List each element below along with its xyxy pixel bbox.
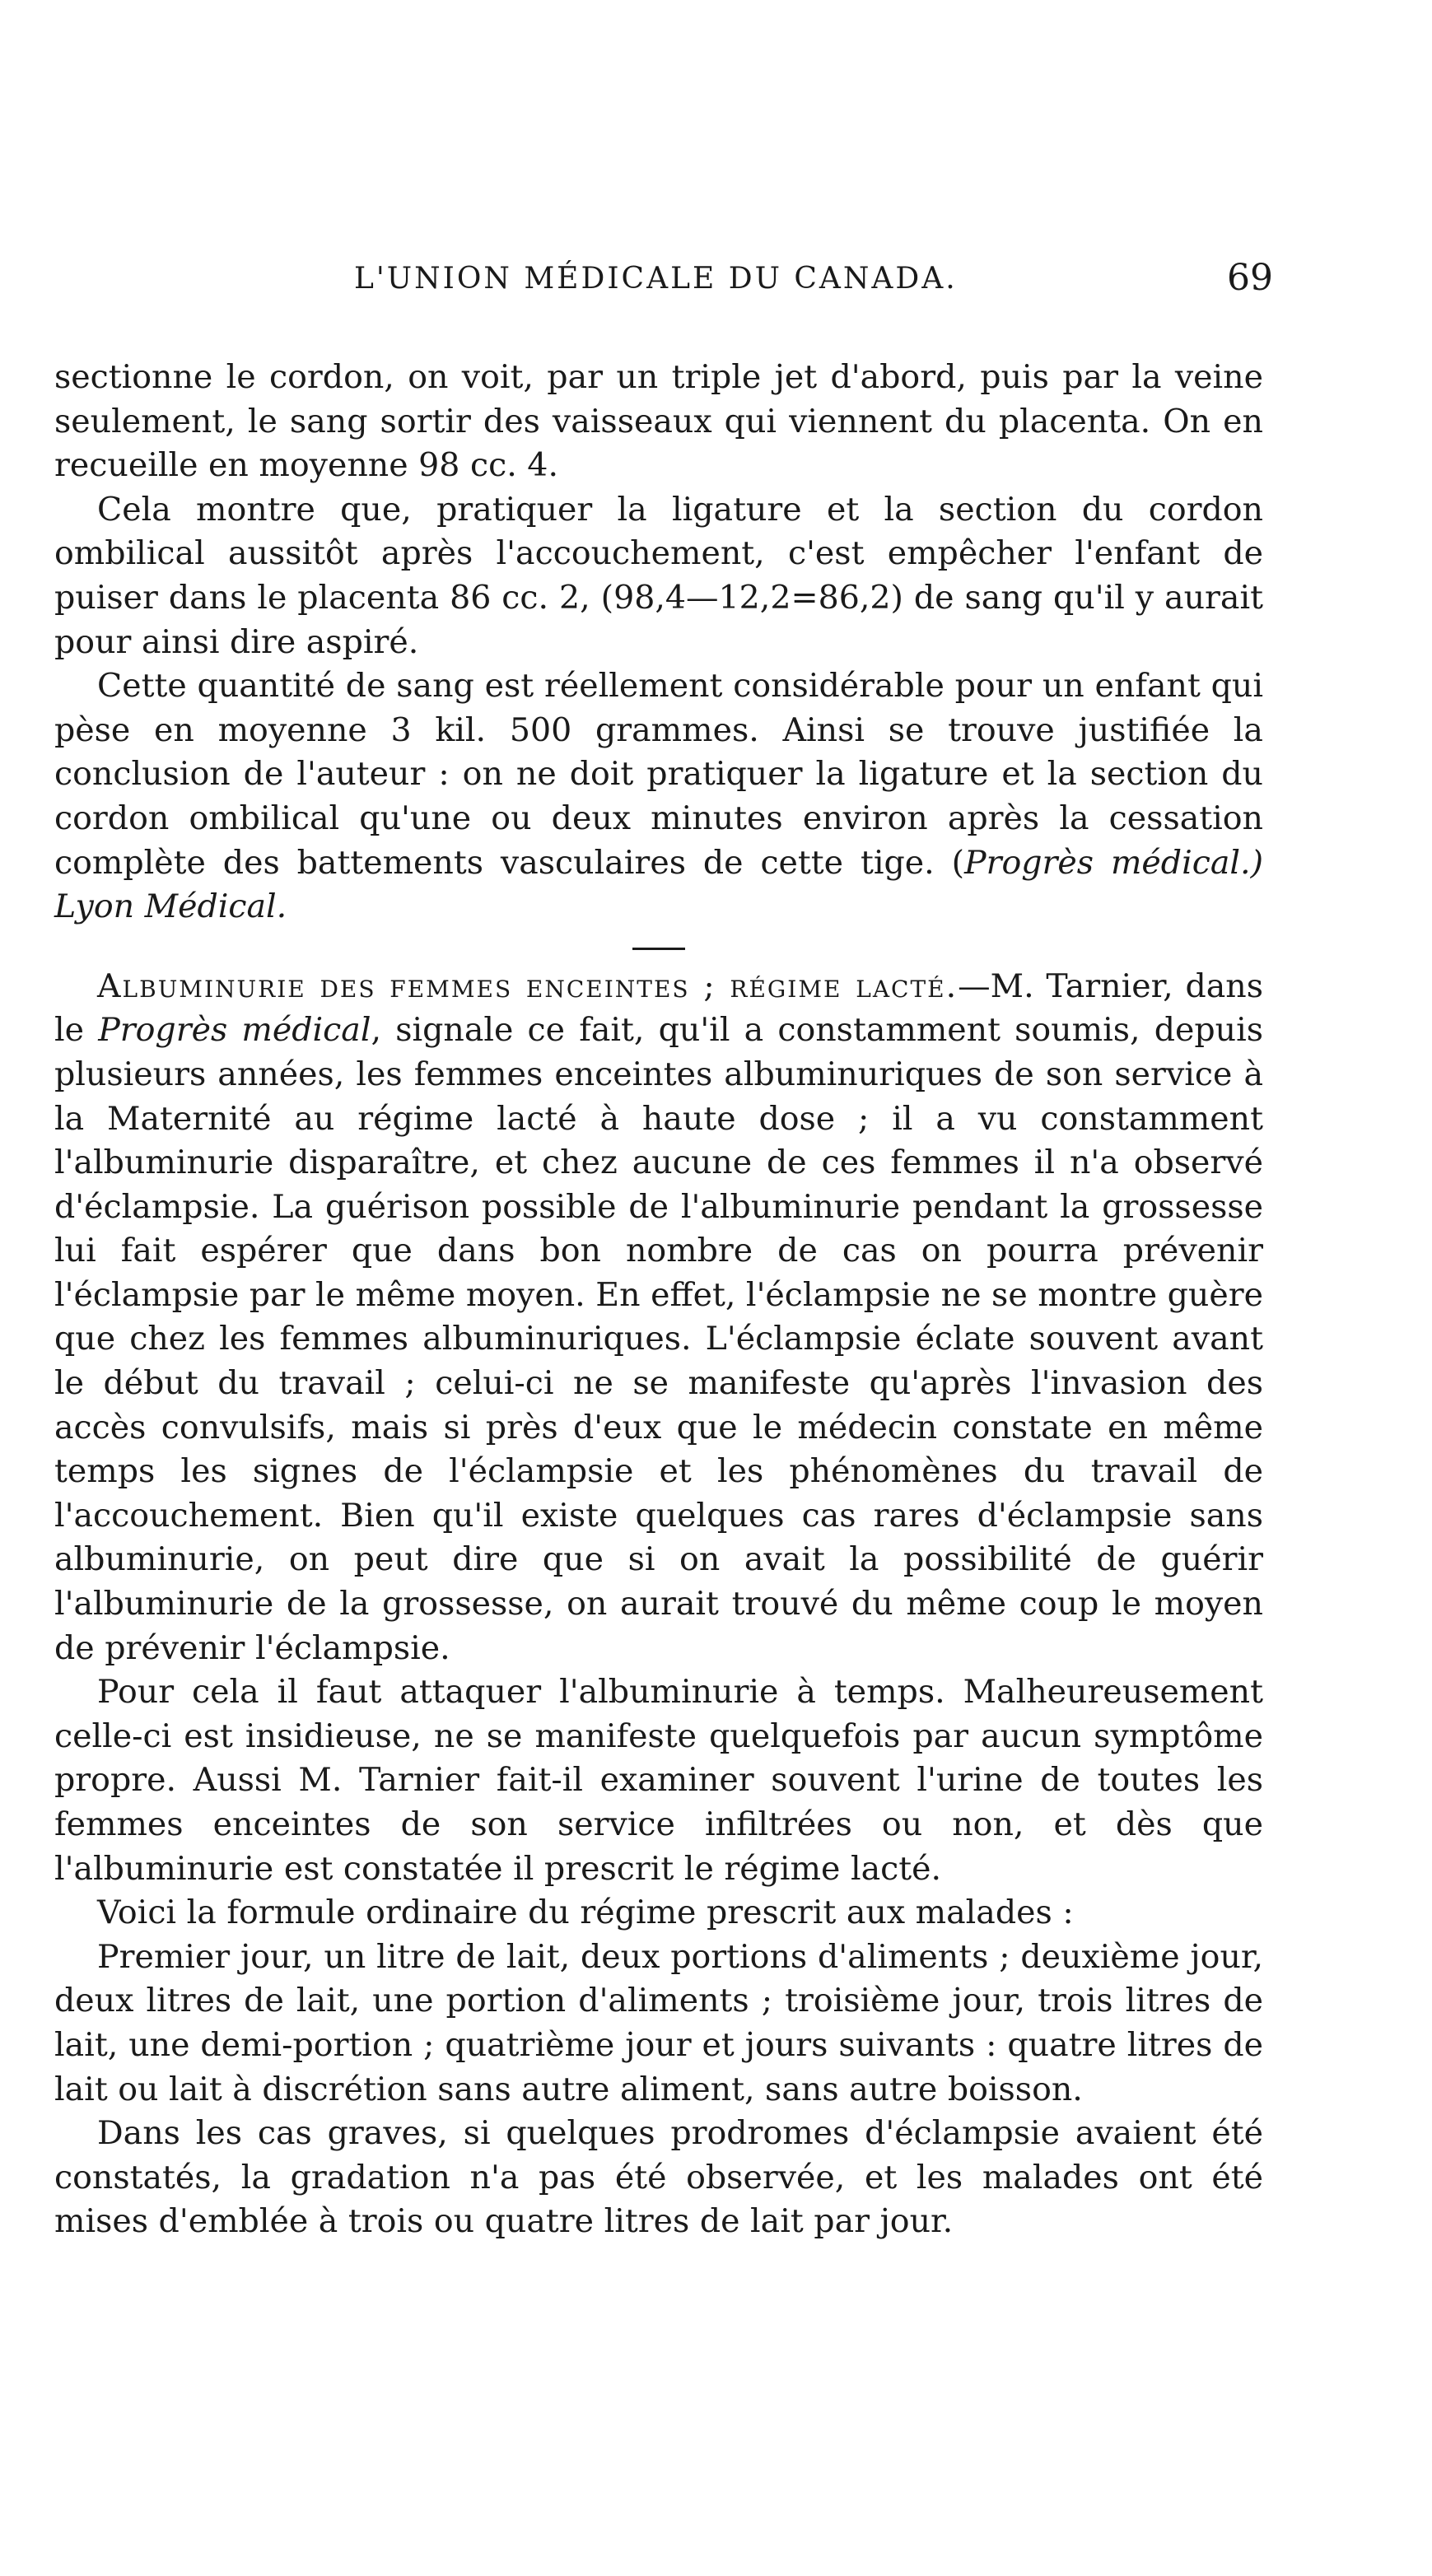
intro-body: , signale ce fait, qu'il a constamment soumis, depuis plusieurs années, les femmes enceintes albuminuriques de son service à la Maternité au régime lacté à haute dose ; il a vu constamment l'albuminurie disparaître, et chez aucune de ces femmes il n'a observé d'éclampsie. La guérison possible de l'albuminurie pendant la grossesse lui fait espérer que dans bon nombre de cas on pourra prévenir l'éclampsie par le même moyen. En effet, l'éclampsie ne se montre guère que chez les femmes albuminuriques. L'éclampsie éclate souvent avant le début du travail ; celui-ci ne se manifeste qu'après l'invasion des accès convulsifs, mais si près d'eux que le médecin constate en même temps les signes de l'éclampsie et les phénomènes du travail de l'accouchement. Bien qu'il existe quelques cas rares d'éclampsie sans albuminurie, on peut dire que si on avait la possibilité de guérir l'albuminurie de la grossesse, on aurait trouvé du même coup le moyen de prévenir l'éclampsie. bbox=[54, 1011, 1263, 1667]
paragraph-conclusion bbox=[54, 664, 1263, 929]
paragraph-cas-graves: Dans les cas graves, si quelques prodromes d'éclampsie avaient été constatés, la gradation n'a pas été observée, et les malades ont été mises d'emblée à trois ou quatre litres de lait par jour. bbox=[54, 2114, 1263, 2241]
paragraph-ligature: Cela montre que, pratiquer la ligature et la section du cordon ombilical aussitôt après l'accouchement, c'est empêcher l'enfant de puiser dans le placenta 86 cc. 2, (98,4—12,2=86,2) de sang qu'il y aurait pour ainsi dire aspiré. bbox=[54, 490, 1263, 661]
conclusion-text: Cette quantité de sang est réellement considérable pour un enfant qui pèse en moyenne 3 kil. 500 grammes. Ainsi se trouve justifiée la conclusion de l'auteur : on ne doit pratiquer la ligature et la section du cordon ombilical qu'une ou deux minutes environ après la cessation complète des battements vasculaires de cette tige. ( bbox=[54, 667, 1263, 882]
paragraph-cordon-continuation: sectionne le cordon, on voit, par un triple jet d'abord, puis par la veine seulement, le sang sortir des vaisseaux qui viennent du placenta. On en recueille en moyenne 98 cc. 4. bbox=[54, 358, 1263, 485]
running-title: L'UNION MÉDICALE DU CANADA. bbox=[354, 262, 958, 296]
paragraph-albuminurie-intro bbox=[54, 965, 1263, 1671]
journal-title: Progrès médical bbox=[98, 1011, 371, 1050]
page-number: 69 bbox=[1227, 257, 1273, 299]
paragraph-regime-schedule: Premier jour, un litre de lait, deux portions d'aliments ; deuxième jour, deux litres de lait, une portion d'aliments ; troisième jour, trois litres de lait, une demi-portion ; quatrième jour et jours suivants : quatre litres de lait ou lait à discrétion sans autre aliment, sans autre boisson. bbox=[54, 1937, 1263, 2108]
body-text bbox=[54, 356, 1263, 2244]
paragraph-formule: Voici la formule ordinaire du régime prescrit aux malades : bbox=[97, 1894, 1074, 1932]
paragraph-attaquer: Pour cela il faut attaquer l'albuminurie à temps. Malheureusement celle-ci est insidieuse, ne se manifeste quelquefois par aucun symptôme propre. Aussi M. Tarnier fait-il examiner souvent l'urine de toutes les femmes enceintes de son service infiltrées ou non, et dès que l'albuminurie est constatée il prescrit le régime lacté. bbox=[54, 1673, 1263, 1888]
source-citation: Progrès médical.) Lyon Médical. bbox=[54, 843, 1263, 926]
page-header bbox=[0, 257, 1432, 311]
intro-text: —M. Tarnier, dans le bbox=[54, 967, 1263, 1050]
section-heading: Albuminurie des femmes enceintes ; régime lacté. bbox=[97, 967, 959, 1005]
section-divider bbox=[632, 948, 685, 950]
